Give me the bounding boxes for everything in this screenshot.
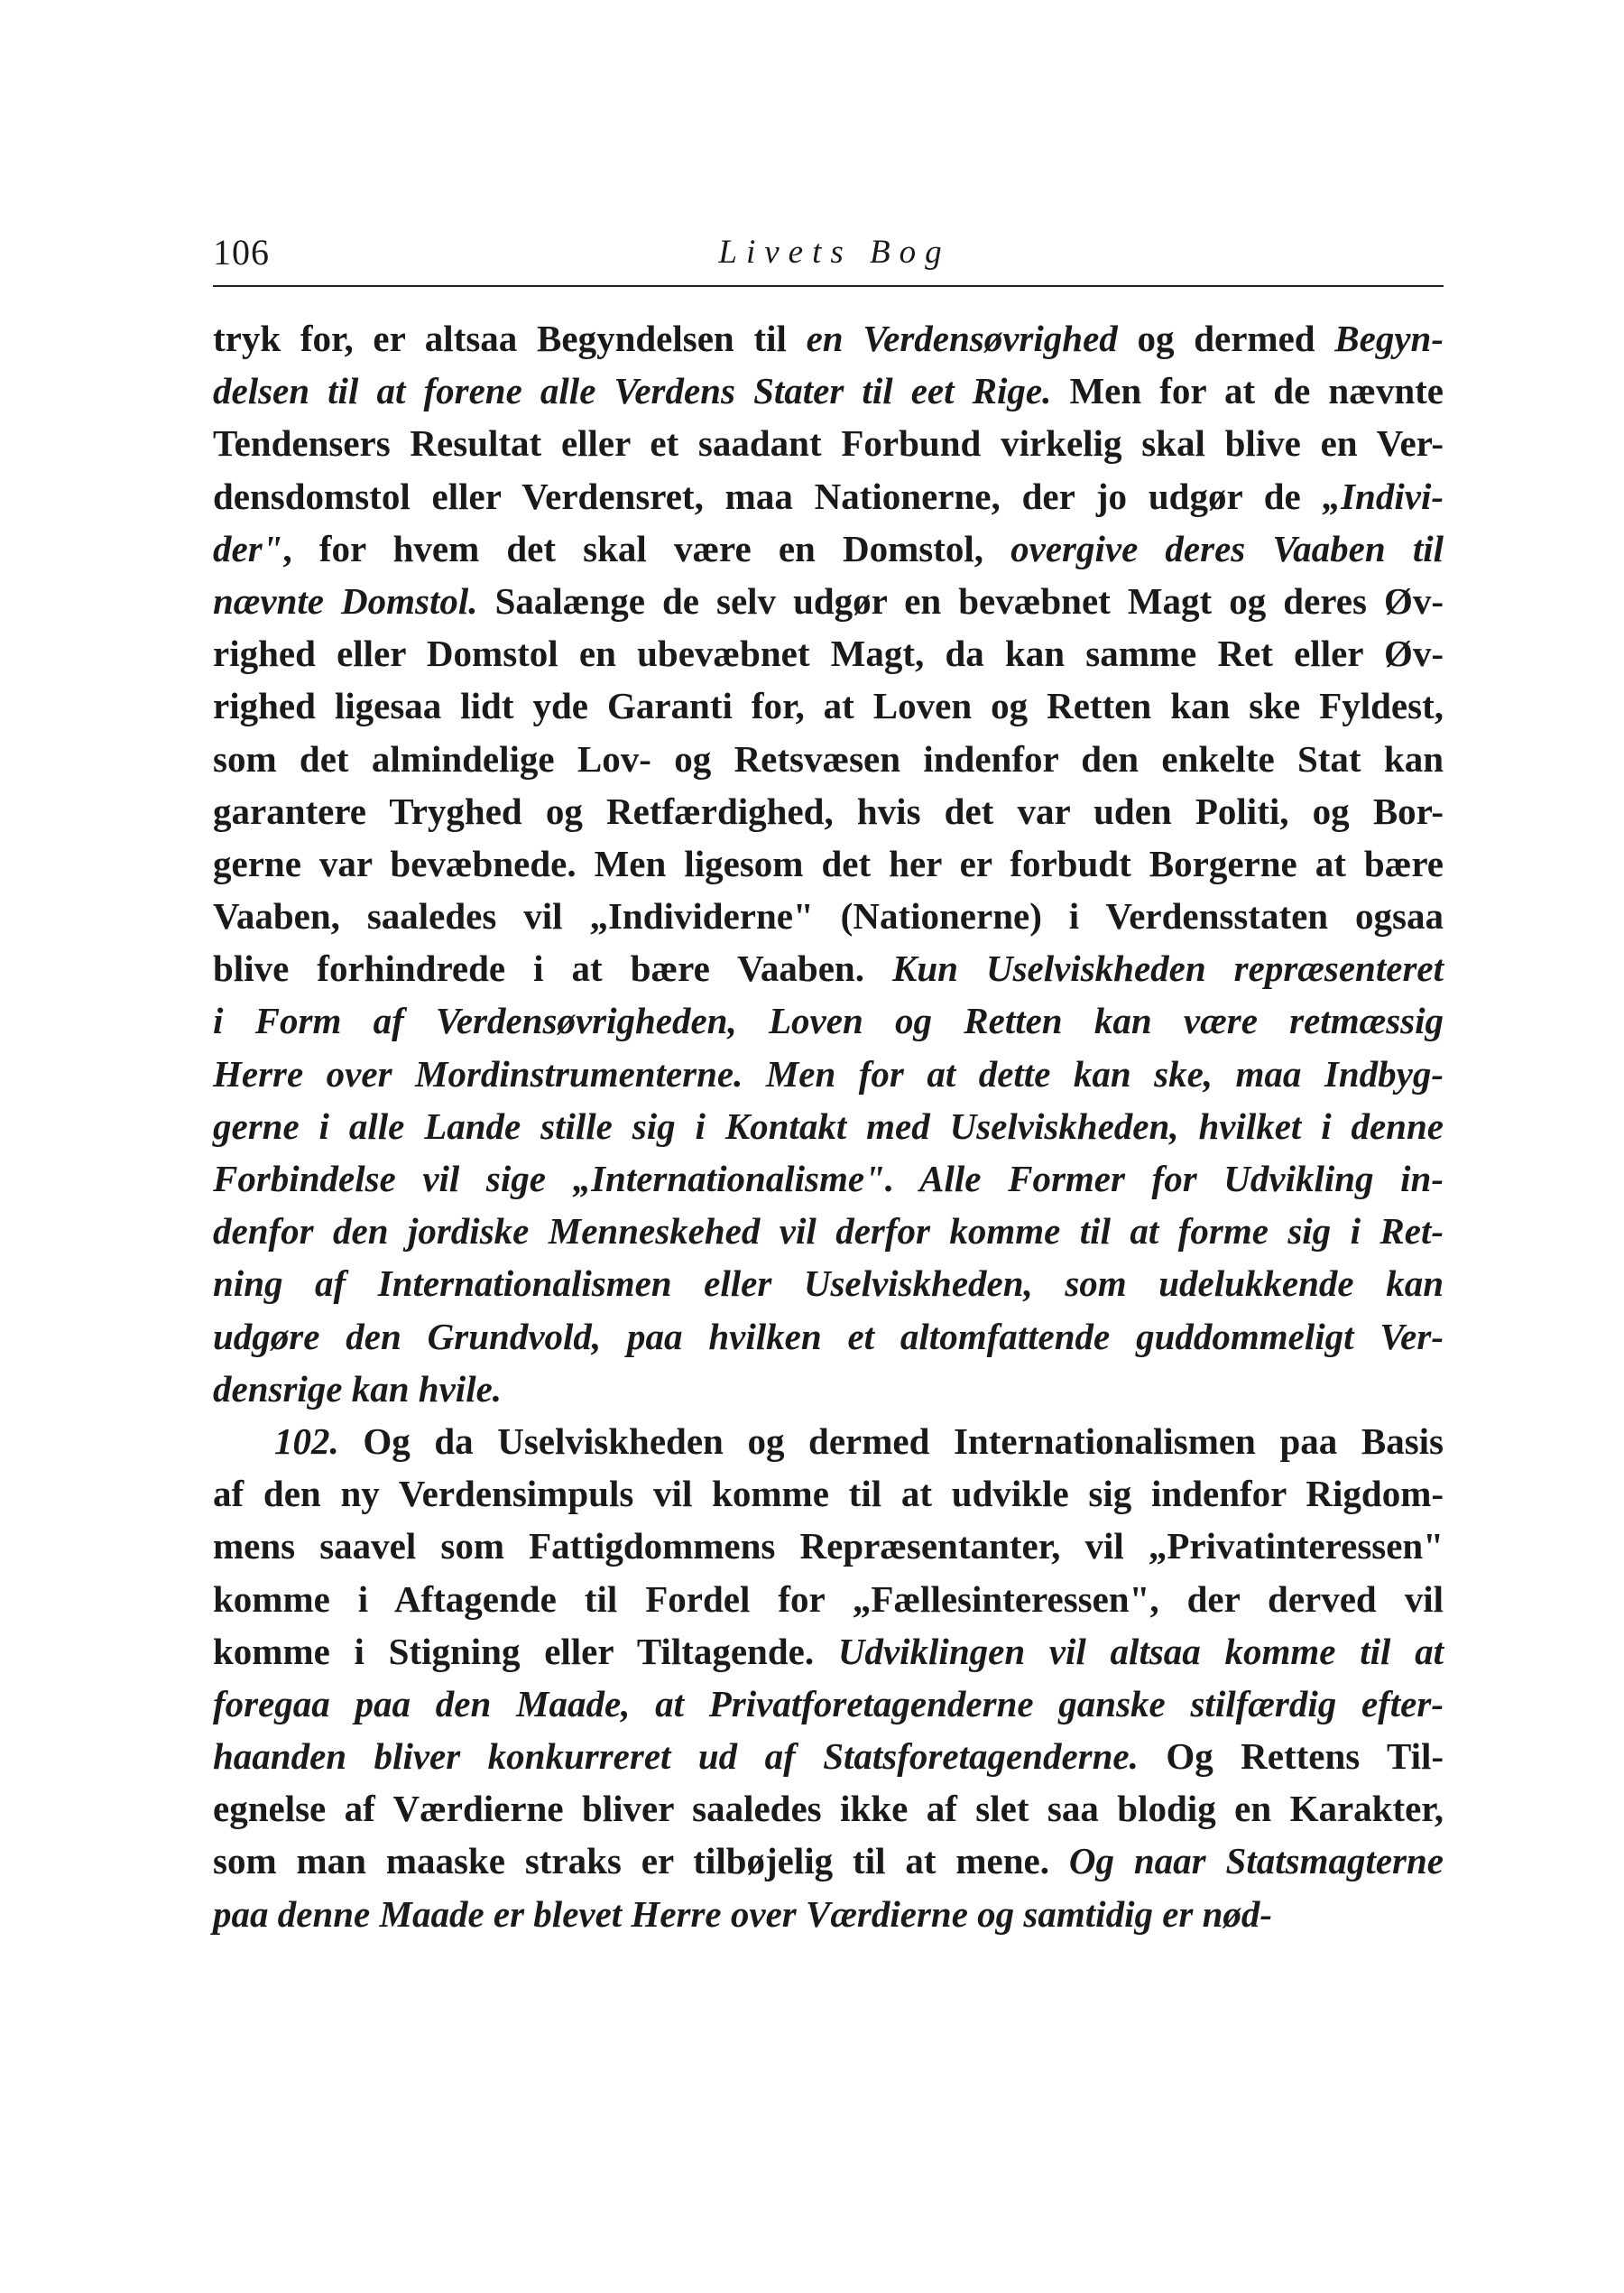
italic-text: „Indivi- — [1322, 475, 1444, 517]
italic-text: der" — [213, 527, 283, 569]
italic-text: udgøre den Grundvold, paa hvilken et altomfattende guddommeligt Ver- — [213, 1315, 1444, 1357]
text-line — [213, 1467, 1444, 1520]
text-run: som man maaske straks er tilbøjelig til at mene. — [213, 1840, 1069, 1882]
text-line — [213, 1415, 1444, 1467]
text-run: tryk for, er altsaa Begyndelsen til — [213, 318, 807, 359]
running-title: Livets Bog — [718, 234, 951, 271]
text-line — [213, 733, 1444, 785]
italic-text: denfor den jordiske Menneskehed vil derfor komme til at forme sig i Ret- — [213, 1210, 1444, 1253]
text-line — [213, 1678, 1444, 1730]
text-line — [213, 1625, 1444, 1678]
text-run: gerne var bevæbnede. Men ligesom det her er forbudt Borgerne at bære — [213, 842, 1444, 884]
text-line — [213, 837, 1444, 890]
text-line — [213, 1782, 1444, 1835]
text-line — [213, 890, 1444, 942]
italic-text: Begyn- — [1334, 318, 1444, 359]
text-run: righed ligesaa lidt yde Garanti for, at Loven og Retten kan ske Fyldest, — [213, 685, 1444, 727]
text-line — [213, 785, 1444, 837]
text-line — [213, 680, 1444, 732]
text-line — [213, 1835, 1444, 1887]
italic-text: densrige kan hvile. — [213, 1367, 503, 1410]
italic-text: Herre over Mordinstrumenterne. Men for at dette kan ske, maa Indbyg- — [213, 1052, 1444, 1095]
text-line — [213, 1310, 1444, 1363]
text-line — [213, 942, 1444, 994]
text-run: Vaaben, saaledes vil „Individerne" (Nationerne) i Verdensstaten ogsaa — [213, 895, 1444, 938]
header-rule — [213, 285, 1444, 287]
text-line — [213, 1363, 1444, 1415]
text-run: garantere Tryghed og Retfærdighed, hvis det var uden Politi, og Bor- — [213, 790, 1444, 832]
text-run: , for hvem det skal være en Domstol, — [282, 527, 1011, 569]
text-run: som det almindelige Lov- og Retsvæsen indenfor den enkelte Stat kan — [213, 737, 1444, 780]
italic-text: nævnte Domstol. — [213, 579, 478, 622]
text-line — [213, 1520, 1444, 1572]
italic-text: ning af Internationalismen eller Uselviskheden, som udelukkende kan — [213, 1262, 1444, 1305]
text-run: Og Rettens Til- — [1138, 1735, 1444, 1778]
italic-text: Udviklingen vil altsaa komme til at — [837, 1630, 1444, 1672]
text-run: righed eller Domstol en ubevæbnet Magt, da kan samme Ret eller Øv- — [213, 633, 1444, 675]
text-run: og dermed — [1117, 318, 1335, 359]
text-line — [213, 1048, 1444, 1100]
text-run: af den ny Verdensimpuls vil komme til at udvikle sig indenfor Rigdom- — [213, 1473, 1444, 1515]
text-line — [213, 994, 1444, 1047]
text-line — [213, 470, 1444, 522]
italic-text: Kun Uselviskheden repræsenteret — [891, 948, 1444, 990]
text-run: Men for at de nævnte — [1051, 370, 1444, 412]
body-text — [213, 312, 1444, 1940]
text-line — [213, 1152, 1444, 1205]
running-head — [213, 231, 1444, 285]
italic-text: paa denne Maade er blevet Herre over Værdierne og samtidig er nød- — [213, 1892, 1273, 1935]
text-run: egnelse af Værdierne bliver saaledes ikke af slet saa blodig en Karakter, — [213, 1788, 1444, 1830]
text-line — [213, 1257, 1444, 1309]
italic-text: overgive deres Vaaben til — [1010, 527, 1444, 569]
text-line — [213, 417, 1444, 469]
italic-text: haanden bliver konkurreret ud af Statsforetagenderne. — [213, 1735, 1139, 1778]
text-line — [213, 312, 1444, 365]
italic-text: en Verdensøvrighed — [806, 318, 1118, 359]
text-run: mens saavel som Fattigdommens Repræsentanter, vil „Privatinteressen" — [213, 1525, 1444, 1567]
text-line — [213, 1730, 1444, 1782]
text-line — [213, 1888, 1444, 1940]
text-line — [213, 1205, 1444, 1257]
italic-text: 102. — [274, 1419, 339, 1462]
italic-text: foregaa paa den Maade, at Privatforetagenderne ganske stilfærdig efter- — [213, 1682, 1444, 1724]
italic-text: Forbindelse vil sige „Internationalisme". Alle Former for Udvikling in- — [213, 1158, 1444, 1199]
text-line — [213, 575, 1444, 627]
text-line — [213, 1573, 1444, 1625]
italic-text: i Form af Verdensøvrigheden, Loven og Retten kan være retmæssig — [213, 1000, 1444, 1042]
text-run: Og da Uselviskheden og dermed Internationalismen paa Basis — [338, 1419, 1444, 1462]
text-line — [213, 1100, 1444, 1152]
text-run: komme i Stigning eller Tiltagende. — [213, 1630, 838, 1672]
text-run: komme i Aftagende til Fordel for „Fællesinteressen", der derved vil — [213, 1577, 1444, 1620]
text-run: blive forhindrede i at bære Vaaben. — [213, 948, 892, 990]
italic-text: delsen til at forene alle Verdens Stater til eet Rige. — [213, 370, 1052, 412]
text-run: densdomstol eller Verdensret, maa Nationerne, der jo udgør de — [213, 475, 1323, 517]
text-line — [213, 365, 1444, 417]
text-line — [213, 627, 1444, 680]
text-run: Tendensers Resultat eller et saadant Forbund virkelig skal blive en Ver- — [213, 422, 1444, 465]
italic-text: Og naar Statsmagterne — [1068, 1840, 1444, 1882]
text-run: Saalænge de selv udgør en bevæbnet Magt og deres Øv- — [477, 579, 1444, 622]
page-number: 106 — [213, 232, 270, 273]
italic-text: gerne i alle Lande stille sig i Kontakt med Uselviskheden, hvilket i denne — [213, 1105, 1444, 1147]
text-line — [213, 522, 1444, 575]
